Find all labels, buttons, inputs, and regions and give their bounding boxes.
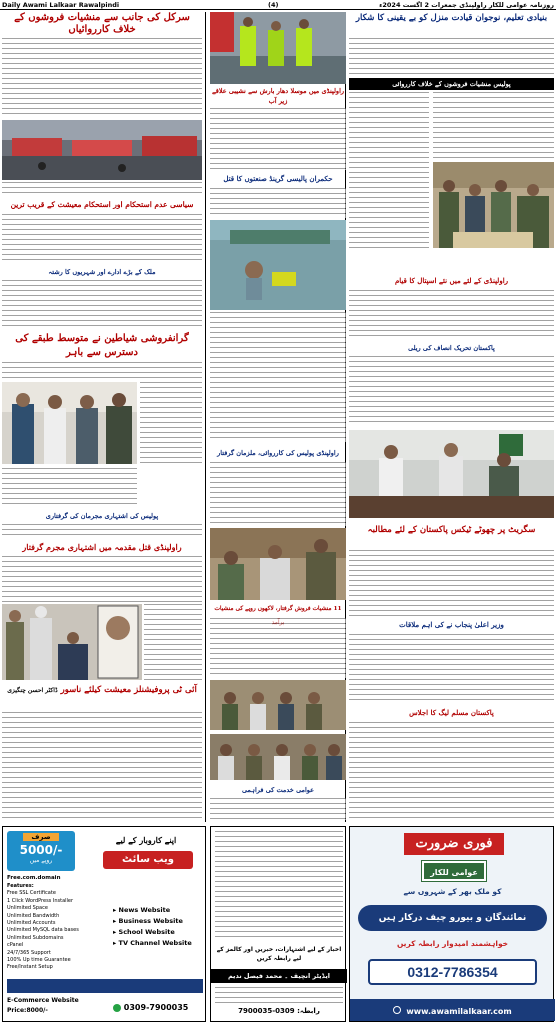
ad-feature-item: 1 Click WordPress Installer <box>7 897 74 904</box>
article-text <box>349 634 554 704</box>
article-text <box>433 92 554 158</box>
paper-name: Daily Awami Lalkaar Rawalpindi <box>2 1 120 9</box>
ad-feature-item: Unlimited Subdomains <box>7 934 64 941</box>
headline-7-text: آئی ٹی پروفیشنلز معیشت کیلئے ناسور <box>60 685 197 695</box>
ad-price-badge <box>7 831 75 871</box>
ad-price: 5000/- <box>19 843 63 857</box>
ad-vacancy <box>349 826 554 1022</box>
headline-3: راولپنڈی پولیس کی کارروائی، ملزمان گرفتار <box>217 449 339 457</box>
headline-1: راولپنڈی میں موسلا دھار بارش سے نشیبی علاقے زیر آب <box>211 87 345 105</box>
news-photo-meeting <box>349 430 554 518</box>
article-text <box>2 556 202 602</box>
ad-contact-strip <box>7 979 203 993</box>
article-text <box>349 38 554 76</box>
notice-heading: اخبار کے لیے اشتہارات، خبریں اور کالمز کے لیے رابطہ کریں <box>216 946 342 962</box>
headline-1: بنیادی تعلیم، نوجوان قیادت منزل کو بے یقینی کا شکار <box>355 13 548 23</box>
article-text <box>210 798 346 820</box>
headline-5: عوامی خدمت کی فراہمی <box>241 786 315 794</box>
headline-5: پولیس کی اشتہاری مجرمان کی گرفتاری <box>45 512 159 520</box>
article-text <box>210 108 346 170</box>
ad-feature-item: Unlimited MySQL data bases <box>7 927 79 934</box>
ad-phone-box <box>368 959 537 985</box>
phone-icon <box>113 1004 121 1012</box>
headline-6: وزیر اعلیٰ پنجاب نے کی اہم ملاقات <box>399 620 504 629</box>
article-text <box>210 188 346 218</box>
headline-2: سیاسی عدم استحکام اور استحکام معیشت کے قریب ترین <box>10 200 194 209</box>
article-text <box>349 722 554 820</box>
news-photo-market <box>2 120 202 180</box>
news-photo-group-1 <box>210 680 346 730</box>
news-photo-police <box>2 382 137 464</box>
paper-date: روزنامہ عوامی للکار راولپنڈی جمعرات 2 اگست 2024ء <box>379 1 554 9</box>
headline-6: راولپنڈی قتل مقدمہ میں اشتہاری مجرم گرفتار <box>22 542 182 552</box>
ad-phone-number: 0312-7786354 <box>407 964 498 980</box>
article-text <box>349 290 554 340</box>
notice-text <box>215 831 343 941</box>
masthead <box>0 0 556 10</box>
ad-feature-item: 100% Up time Guarantee <box>7 957 71 964</box>
ad-domain: Free.com.domain <box>7 875 61 881</box>
ad-phone-number: 0309-7900035 <box>123 1003 189 1012</box>
article-text <box>144 604 202 680</box>
article-text <box>2 214 202 264</box>
ad-web-hosting <box>2 826 206 1022</box>
article-text <box>2 468 137 508</box>
ad-computer-image <box>99 897 109 947</box>
ad-line-2: نمائندگان و بیورو چیف درکار ہیں <box>358 905 547 931</box>
headline-3: راولپنڈی کے لئے میں نئے اسپتال کا قیام <box>394 276 509 285</box>
column-left <box>2 12 206 822</box>
ad-banner: ویب سائٹ <box>103 851 193 869</box>
article-text <box>210 462 346 526</box>
news-photo-arrest <box>2 604 142 680</box>
headline-3: ملک کے بڑے ادارے اور شہریوں کا رشتہ <box>48 268 156 276</box>
ad-feature-item: Free/Instant Setup <box>7 964 53 971</box>
article-text <box>210 618 346 678</box>
headline-2: حکمران پالیسی گرینڈ صنعتوں کا قتل <box>223 174 333 183</box>
article-text <box>140 382 202 464</box>
news-photo-recovery <box>433 162 554 248</box>
article-text <box>2 362 202 380</box>
notice-address <box>215 987 343 1003</box>
ad-feature-list <box>7 883 85 972</box>
headline-7: پاکستان مسلم لیگ کا اجلاس <box>409 708 494 717</box>
ad-site-item: ▸ Business Website <box>113 917 183 925</box>
article-text <box>210 312 346 442</box>
ad-line-3: خواہشمند امیدوار رابطہ کریں <box>396 939 509 948</box>
headline-5: سگریٹ پر چھوٹے ٹیکس پاکستان کے لئے مطالبہ <box>367 525 536 535</box>
headline-2: پولیس منشیات فروشوں کے خلاف کارروائی <box>349 78 554 90</box>
ad-line-1: کو ملک بھر کے شہروں سے <box>403 887 502 896</box>
ad-contact-notice <box>210 826 346 1022</box>
ad-urgent-title: فوری ضرورت <box>404 833 504 855</box>
article-text <box>349 92 429 252</box>
ad-feature-item: Features: <box>7 883 34 889</box>
ad-feature-item: Free SSL Certificate <box>7 890 56 897</box>
article-text <box>2 182 202 196</box>
headline-4: پاکستان تحریک انصاف کی ریلی <box>408 344 495 352</box>
news-photo-arrested-men <box>210 528 346 600</box>
column-middle <box>210 12 346 822</box>
ad-title: اپنے کاروبار کے لیے <box>115 835 177 845</box>
headline-1: سرکل کی جانب سے منشیات فروشوں کے خلاف کارروائیاں <box>14 12 190 35</box>
ad-ecom-price: Price:8000/- <box>7 1007 48 1014</box>
ad-feature-item: Unlimited Bandwidth <box>7 912 60 919</box>
notice-editor: ایڈیٹر انچیف ۔ محمد فیصل ندیم <box>211 969 347 983</box>
ad-url[interactable]: www.awamilalkaar.com <box>406 1007 512 1016</box>
column-right <box>349 12 554 822</box>
article-text <box>2 524 202 538</box>
news-photo-flood <box>210 220 346 310</box>
ad-url-box <box>350 999 555 1021</box>
ad-price-label: صرف <box>23 833 59 841</box>
news-photo-rain <box>210 12 346 84</box>
page-number: (4) <box>268 1 279 9</box>
article-text <box>349 356 554 426</box>
globe-icon <box>393 1006 401 1014</box>
ad-logo: عوامی للکار <box>422 861 486 881</box>
headline-4: گرانفروشی شیاطین نے متوسط طبقے کی دسترس سے باہر <box>15 333 189 358</box>
ad-phone <box>113 1003 188 1012</box>
headline-7-author: ڈاکٹر احسن چنگیزی <box>7 687 58 694</box>
ad-feature-item: Unlimited Accounts <box>7 920 56 927</box>
article-text <box>2 280 202 330</box>
ad-price-unit: روپے میں <box>29 857 53 864</box>
ad-feature-item: Unlimited Space <box>7 905 48 912</box>
headline-7 <box>2 684 202 710</box>
ad-site-item: ▸ TV Channel Website <box>113 939 192 947</box>
article-text <box>2 712 202 820</box>
ad-feature-item: cPanel <box>7 942 24 949</box>
ad-site-list <box>113 905 203 949</box>
notice-phone: رابطہ: 0309-7900035 <box>238 1007 320 1015</box>
news-photo-group-2 <box>210 734 346 780</box>
ad-ecom-label: E-Commerce Website <box>7 997 79 1004</box>
ad-feature-item: 24/7/365 Support <box>7 949 51 956</box>
article-text <box>349 550 554 616</box>
ad-site-item: ▸ News Website <box>113 906 171 914</box>
ad-site-item: ▸ School Website <box>113 928 175 936</box>
article-text <box>2 38 202 118</box>
headline-4: 11 منشیات فروش گرفتار، لاکھوں روپے کی منشیات <box>214 606 342 612</box>
